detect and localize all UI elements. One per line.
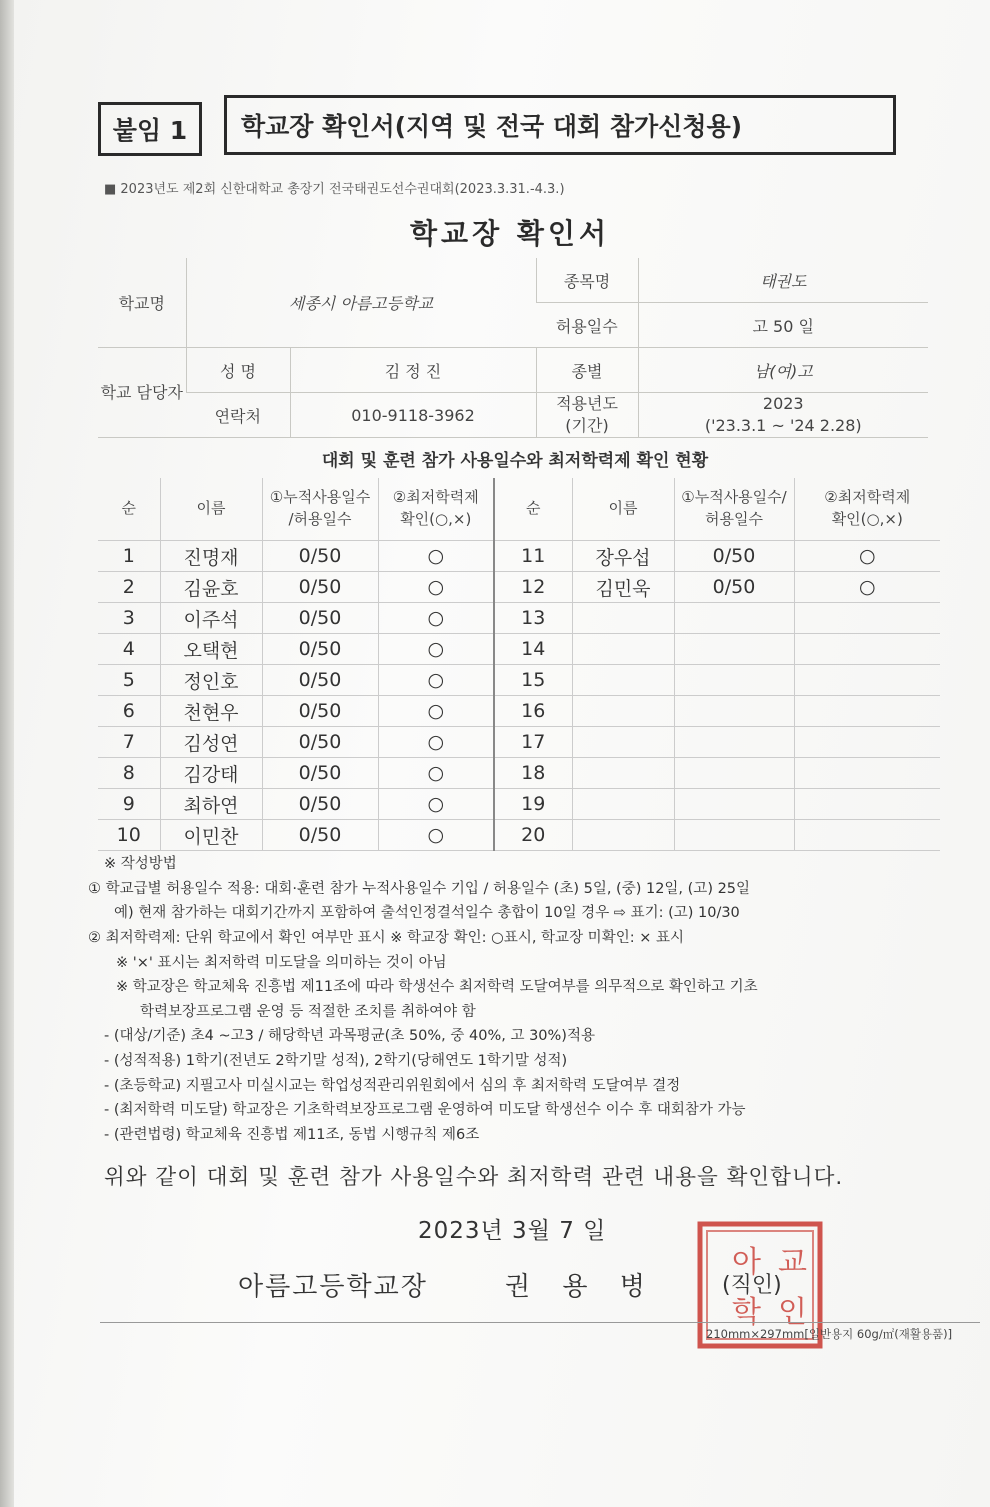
guide-detail-2: - (성적적용) 1학기(전년도 2학기말 성적), 2학기(당해연도 1학기말 성적) xyxy=(104,1053,568,1070)
row-no-left: 3 xyxy=(98,603,160,634)
guide-note-2c: 학력보장프로그램 운영 등 적절한 조치를 취하여야 함 xyxy=(140,1003,476,1020)
header-min-left-1: ②최저학력제 xyxy=(392,488,479,507)
row-no-left: 1 xyxy=(98,541,160,572)
row-name-left: 진명재 xyxy=(160,541,262,572)
main-title: 학교장 확인서 xyxy=(409,217,611,250)
table-row xyxy=(98,665,940,696)
year-label-line2: (기간) xyxy=(565,416,609,435)
footer-divider xyxy=(100,1322,980,1323)
row-days-left: 0/50 xyxy=(262,665,378,696)
row-name-right: 장우섭 xyxy=(572,541,674,572)
attachment-tag: 붙임 1 xyxy=(98,102,202,156)
row-days-right xyxy=(674,634,794,665)
table-row xyxy=(98,789,940,820)
school-value: 세종시 아름고등학교 xyxy=(186,258,536,348)
row-check-left: ○ xyxy=(378,696,494,727)
header-days-left xyxy=(262,478,378,541)
table-row xyxy=(98,758,940,789)
row-no-left: 7 xyxy=(98,727,160,758)
header-min-left-2: 확인(○,×) xyxy=(400,510,472,528)
row-check-right xyxy=(794,789,940,820)
gender-value: 남(여)고 xyxy=(638,348,928,393)
name-label: 성 명 xyxy=(186,348,290,393)
guide-heading: ※ 작성방법 xyxy=(104,856,177,872)
table-row xyxy=(98,541,940,572)
row-days-right xyxy=(674,665,794,696)
row-check-right xyxy=(794,758,940,789)
svg-text:교: 교 xyxy=(778,1245,807,1280)
row-no-left: 10 xyxy=(98,820,160,851)
row-name-right xyxy=(572,603,674,634)
header-days-right xyxy=(674,478,794,541)
row-check-right xyxy=(794,820,940,851)
row-check-right xyxy=(794,603,940,634)
row-name-left: 김강태 xyxy=(160,758,262,789)
row-days-left: 0/50 xyxy=(262,727,378,758)
row-name-left: 김윤호 xyxy=(160,572,262,603)
row-no-right: 11 xyxy=(494,541,572,572)
svg-text:인: 인 xyxy=(778,1295,807,1330)
row-days-right xyxy=(674,789,794,820)
row-name-left: 천현우 xyxy=(160,696,262,727)
row-check-left: ○ xyxy=(378,727,494,758)
row-no-left: 2 xyxy=(98,572,160,603)
guide-detail-1: - (대상/기준) 초4 ~고3 / 해당학년 과목평균(초 50%, 중 40%, 고 30%)적용 xyxy=(104,1028,595,1045)
row-days-right xyxy=(674,603,794,634)
row-days-left: 0/50 xyxy=(262,789,378,820)
header-name-right: 이름 xyxy=(572,478,674,541)
document-date: 2023년 3월 7 일 xyxy=(418,1218,607,1244)
row-name-right xyxy=(572,696,674,727)
guide-note-1-example: 예) 현재 참가하는 대회기간까지 포함하여 출석인정결석일수 총합이 10일 경우 ⇨ 표기: (고) 10/30 xyxy=(114,905,740,922)
svg-text:아: 아 xyxy=(732,1245,761,1280)
section-title: 대회 및 훈련 참가 사용일수와 최저학력제 확인 현황 xyxy=(321,451,709,471)
row-check-right: ○ xyxy=(794,572,940,603)
confirmation-statement: 위와 같이 대회 및 훈련 참가 사용일수와 최저학력 관련 내용을 확인합니다. xyxy=(104,1165,844,1190)
header-name-left: 이름 xyxy=(160,478,262,541)
table-row xyxy=(98,572,940,603)
row-no-right: 19 xyxy=(494,789,572,820)
row-no-right: 18 xyxy=(494,758,572,789)
row-name-left: 김성연 xyxy=(160,727,262,758)
guide-detail-4: - (최저학력 미도달) 학교장은 기초학력보장프로그램 운영하여 미도달 학생선수 이수 후 대회참가 가능 xyxy=(104,1102,746,1119)
school-info-table xyxy=(98,258,928,438)
table-row xyxy=(98,603,940,634)
row-no-left: 9 xyxy=(98,789,160,820)
row-no-right: 14 xyxy=(494,634,572,665)
row-no-left: 6 xyxy=(98,696,160,727)
year-value-line1: 2023 xyxy=(762,394,804,414)
row-name-right xyxy=(572,758,674,789)
row-no-left: 8 xyxy=(98,758,160,789)
guide-note-2b: ※ 학교장은 학교체육 진흥법 제11조에 따라 학생선수 최저학력 도달여부를 의무적으로 확인하고 기초 xyxy=(116,979,758,996)
row-no-right: 20 xyxy=(494,820,572,851)
row-no-right: 17 xyxy=(494,727,572,758)
header-days-right-1: ①누적사용일수/ xyxy=(681,488,787,507)
header-days-left-1: ①누적사용일수 xyxy=(269,488,371,507)
row-days-right xyxy=(674,696,794,727)
row-days-right: 0/50 xyxy=(674,572,794,603)
name-value: 김 정 진 xyxy=(290,348,536,393)
row-check-right: ○ xyxy=(794,541,940,572)
header-min-right-1: ②최저학력제 xyxy=(824,488,911,507)
guide-detail-3: - (초등학교) 지필고사 미실시교는 학업성적관리위원회에서 심의 후 최저학력 도달여부 결정 xyxy=(104,1077,681,1094)
row-check-right xyxy=(794,634,940,665)
school-label: 학교명 xyxy=(98,258,186,348)
row-no-left: 5 xyxy=(98,665,160,696)
row-days-right xyxy=(674,727,794,758)
row-check-left: ○ xyxy=(378,603,494,634)
row-days-right: 0/50 xyxy=(674,541,794,572)
header-no-left: 순 xyxy=(98,478,160,541)
row-days-right xyxy=(674,820,794,851)
table-row xyxy=(98,820,940,851)
principal-title: 아름고등학교장 xyxy=(238,1272,428,1302)
row-name-right xyxy=(572,789,674,820)
header-min-right-2: 확인(○,×) xyxy=(831,510,903,528)
row-days-left: 0/50 xyxy=(262,572,378,603)
allowed-days-value: 고 50 일 xyxy=(638,303,928,348)
document-title: 학교장 확인서(지역 및 전국 대회 참가신청용) xyxy=(224,95,896,155)
header-min-right xyxy=(794,478,940,541)
contact-label: 연락처 xyxy=(186,393,290,438)
svg-text:학: 학 xyxy=(732,1295,761,1330)
row-name-left: 최하연 xyxy=(160,789,262,820)
row-no-right: 16 xyxy=(494,696,572,727)
year-label-line1: 적용년도 xyxy=(556,394,618,414)
writing-guide xyxy=(88,852,968,1148)
guide-note-1: ① 학교급별 허용일수 적용: 대회·훈련 참가 누적사용일수 기입 / 허용일수 (초) 5일, (중) 12일, (고) 25일 xyxy=(88,880,751,897)
table-row xyxy=(98,727,940,758)
table-row xyxy=(98,696,940,727)
guide-note-2a: ※ '×' 표시는 최저학력 미도달을 의미하는 것이 아님 xyxy=(116,954,447,971)
row-check-left: ○ xyxy=(378,665,494,696)
row-days-left: 0/50 xyxy=(262,696,378,727)
allowed-days-label: 허용일수 xyxy=(536,303,638,348)
guide-note-2: ② 최저학력제: 단위 학교에서 확인 여부만 표시 ※ 학교장 확인: ○표시, 학교장 미확인: × 표시 xyxy=(88,929,684,946)
guide-detail-5: - (관련법령) 학교체육 진흥법 제11조, 동법 시행규칙 제6조 xyxy=(104,1127,480,1144)
event-name: ■ 2023년도 제2회 신한대학교 총장기 전국태권도선수권대회(2023.3.31.-4.3.) xyxy=(104,182,565,197)
row-name-right xyxy=(572,820,674,851)
row-name-right xyxy=(572,634,674,665)
year-value xyxy=(638,393,928,438)
sport-label: 종목명 xyxy=(536,258,638,303)
row-days-left: 0/50 xyxy=(262,541,378,572)
table-row xyxy=(98,634,940,665)
row-name-left: 이민찬 xyxy=(160,820,262,851)
row-name-left: 이주석 xyxy=(160,603,262,634)
row-check-right xyxy=(794,665,940,696)
header-days-right-2: 허용일수 xyxy=(705,510,763,528)
row-name-left: 오택현 xyxy=(160,634,262,665)
row-days-left: 0/50 xyxy=(262,634,378,665)
status-header-row xyxy=(98,478,940,541)
contact-value: 010-9118-3962 xyxy=(290,393,536,438)
row-name-right: 김민욱 xyxy=(572,572,674,603)
row-days-left: 0/50 xyxy=(262,820,378,851)
status-table xyxy=(98,478,940,851)
row-check-right xyxy=(794,696,940,727)
header-min-left xyxy=(378,478,494,541)
row-days-right xyxy=(674,758,794,789)
header-no-right: 순 xyxy=(494,478,572,541)
row-check-left: ○ xyxy=(378,541,494,572)
row-no-right: 15 xyxy=(494,665,572,696)
year-label xyxy=(536,393,638,438)
seal-label: (직인) xyxy=(722,1273,782,1298)
row-name-right xyxy=(572,727,674,758)
row-days-left: 0/50 xyxy=(262,603,378,634)
header-days-left-2: /허용일수 xyxy=(288,510,352,528)
paper-spec-footer: 210mm×297mm[일반용지 60g/㎡(재활용품)] xyxy=(706,1327,953,1341)
row-name-right xyxy=(572,665,674,696)
principal-name: 권 용 병 xyxy=(505,1272,657,1302)
row-days-left: 0/50 xyxy=(262,758,378,789)
row-no-left: 4 xyxy=(98,634,160,665)
row-name-left: 정인호 xyxy=(160,665,262,696)
row-check-left: ○ xyxy=(378,820,494,851)
row-check-left: ○ xyxy=(378,758,494,789)
sport-value: 태권도 xyxy=(638,258,928,303)
row-check-left: ○ xyxy=(378,789,494,820)
manager-label: 학교 담당자 xyxy=(98,348,186,438)
row-check-right xyxy=(794,727,940,758)
year-value-period: ('23.3.1 ~ '24 2.28) xyxy=(704,416,862,435)
row-check-left: ○ xyxy=(378,572,494,603)
row-check-left: ○ xyxy=(378,634,494,665)
row-no-right: 13 xyxy=(494,603,572,634)
gender-label: 종별 xyxy=(536,348,638,393)
row-no-right: 12 xyxy=(494,572,572,603)
